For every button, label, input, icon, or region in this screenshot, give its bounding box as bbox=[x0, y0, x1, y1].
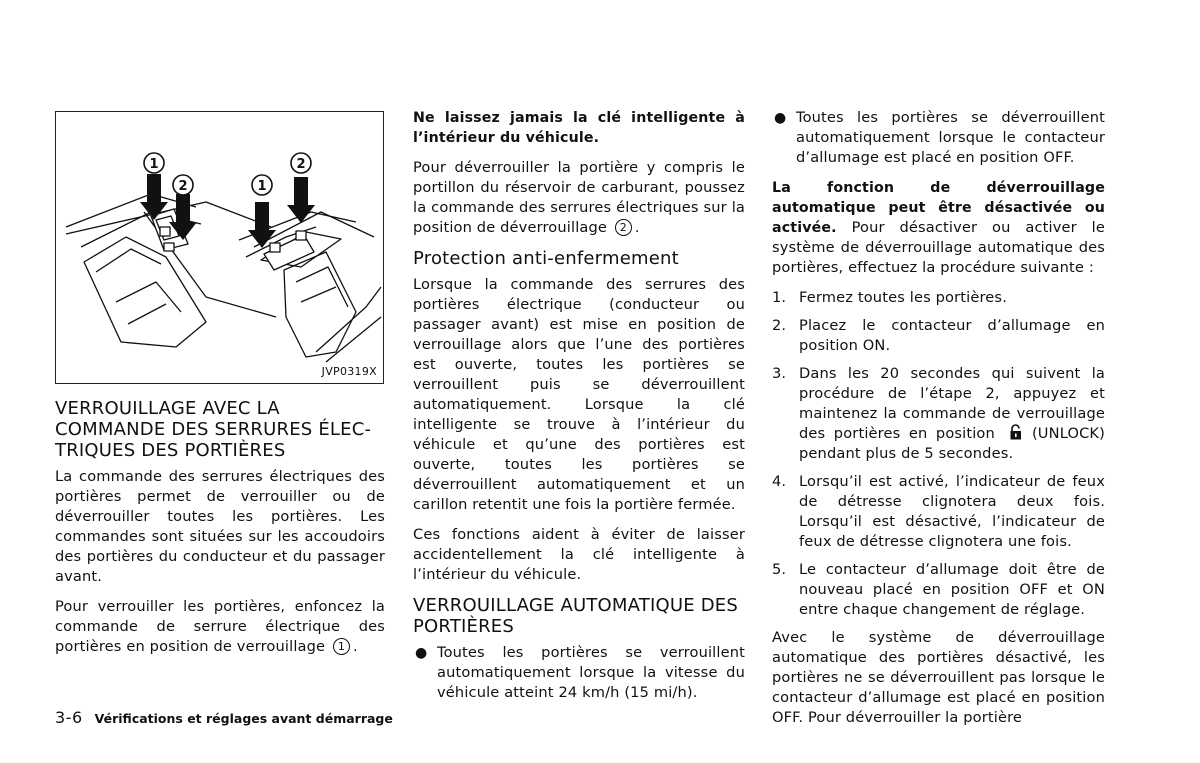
paragraph: Avec le système de déverrouillage automatique des portières désactivé, les portières ne se déverrouillent pas lorsque le contacteur d’allumage est placé en position OFF. Pour déverrouiller la portière bbox=[772, 629, 1105, 726]
section-heading: VERROUILLAGE AVEC LA COMMANDE DES SERRURES ÉLEC-TRIQUES DES PORTIÈRES bbox=[55, 398, 372, 461]
step-item bbox=[772, 364, 1105, 464]
step-text: (UNLOCK) pendant plus de 5 secondes. bbox=[799, 425, 1105, 462]
unlock-icon bbox=[1009, 424, 1023, 440]
warning-text: Ne laissez jamais la clé intelligente à l’intérieur du véhicule. bbox=[413, 110, 745, 146]
paragraph-end: . bbox=[634, 219, 640, 236]
paragraph: Ces fonctions aident à éviter de laisser accidentellement la clé intelligente à l’intérieur du véhicule. bbox=[413, 526, 745, 583]
step-text: Le contacteur d’allumage doit être de nouveau placé en position OFF et ON entre chaque changement de réglage. bbox=[799, 561, 1105, 618]
step-number: 1. bbox=[772, 289, 787, 306]
bullet-text: Toutes les portières se verrouillent automatiquement lorsque la vitesse du véhicule atteint 24 km/h (15 mi/h). bbox=[437, 644, 745, 701]
section-heading: VERROUILLAGE AUTOMATIQUE DES PORTIÈRES bbox=[413, 595, 738, 637]
bullet-dot-icon: ● bbox=[415, 645, 428, 661]
ref-marker: 2 bbox=[615, 219, 632, 236]
step-number: 4. bbox=[772, 473, 787, 490]
step-text: Dans les 20 secondes qui suivent la procédure de l’étape 2, appuyez et maintenez la commande de verrouillage des portières en position bbox=[799, 365, 1105, 442]
door-lock-switch-figure bbox=[55, 111, 384, 384]
step-item bbox=[772, 288, 1105, 308]
step-number: 2. bbox=[772, 317, 787, 334]
step-text: Placez le contacteur d’allumage en position ON. bbox=[799, 317, 1105, 354]
paragraph-text: Pour déverrouiller la portière y compris le portillon du réservoir de carburant, poussez la commande des serrures électriques sur la position de déverrouillage bbox=[413, 159, 745, 236]
paragraph bbox=[413, 158, 745, 238]
marker-1-left: 1 bbox=[149, 157, 159, 172]
figure-code: JVP0319X bbox=[321, 365, 377, 378]
subsection-heading: Protection anti-enfermement bbox=[413, 248, 679, 269]
door-lock-switch-illustration-icon bbox=[56, 112, 383, 383]
column-right bbox=[772, 108, 1105, 738]
step-text: Fermez toutes les portières. bbox=[799, 289, 1007, 306]
paragraph-text: Pour désactiver ou activer le système de déverrouillage automatique des portières, effectuez la procédure suivante : bbox=[772, 219, 1105, 276]
page-number: 3-6 bbox=[55, 708, 83, 727]
column-middle bbox=[413, 108, 745, 713]
step-text: Lorsqu’il est activé, l’indicateur de feux de détresse clignotera deux fois. Lorsqu’il est désactivé, l’indicateur de feux de détresse clignotera une fois. bbox=[799, 473, 1105, 550]
step-number: 3. bbox=[772, 365, 787, 382]
paragraph-bold: La fonction de déverrouillage automatique peut être désactivée ou activée. bbox=[772, 180, 1105, 236]
step-item bbox=[772, 316, 1105, 356]
marker-2-left: 2 bbox=[178, 179, 188, 194]
paragraph bbox=[55, 597, 385, 657]
ref-marker: 1 bbox=[333, 638, 350, 655]
bullet-dot-icon: ● bbox=[774, 110, 787, 126]
page-footer bbox=[55, 708, 393, 727]
marker-2-right: 2 bbox=[296, 157, 306, 172]
column-left bbox=[55, 108, 385, 667]
paragraph: La commande des serrures électriques des portières permet de verrouiller ou de déverrouiller toutes les portières. Les commandes sont situées sur les accoudoirs des portières du conducteur et du passager avant. bbox=[55, 468, 385, 585]
paragraph-text: Pour verrouiller les portières, enfoncez la commande de serrure électrique des portières en position de verrouillage bbox=[55, 598, 385, 655]
marker-1-right: 1 bbox=[257, 179, 267, 194]
bullet-item bbox=[772, 108, 1105, 168]
step-item bbox=[772, 560, 1105, 620]
bullet-item bbox=[413, 643, 745, 703]
paragraph-end: . bbox=[352, 638, 358, 655]
paragraph: Lorsque la commande des serrures des portières électrique (conducteur ou passager avant) est mise en position de verrouillage alors que l’une des portières est ouverte, toutes les portières se verrouillent puis se déverrouillent automatiquement. Lorsque la clé intelligente se trouve à l’intérieur du véhicule et qu’une des portières est ouverte, toutes les portières se déverrouillent automatiquement et un carillon retentit une fois la portière fermée. bbox=[413, 276, 745, 513]
step-number: 5. bbox=[772, 561, 787, 578]
paragraph bbox=[772, 178, 1105, 278]
bullet-text: Toutes les portières se déverrouillent automatiquement lorsque le contacteur d’allumage est placé en position OFF. bbox=[796, 109, 1105, 166]
step-item bbox=[772, 472, 1105, 552]
footer-title: Vérifications et réglages avant démarrage bbox=[94, 711, 393, 726]
